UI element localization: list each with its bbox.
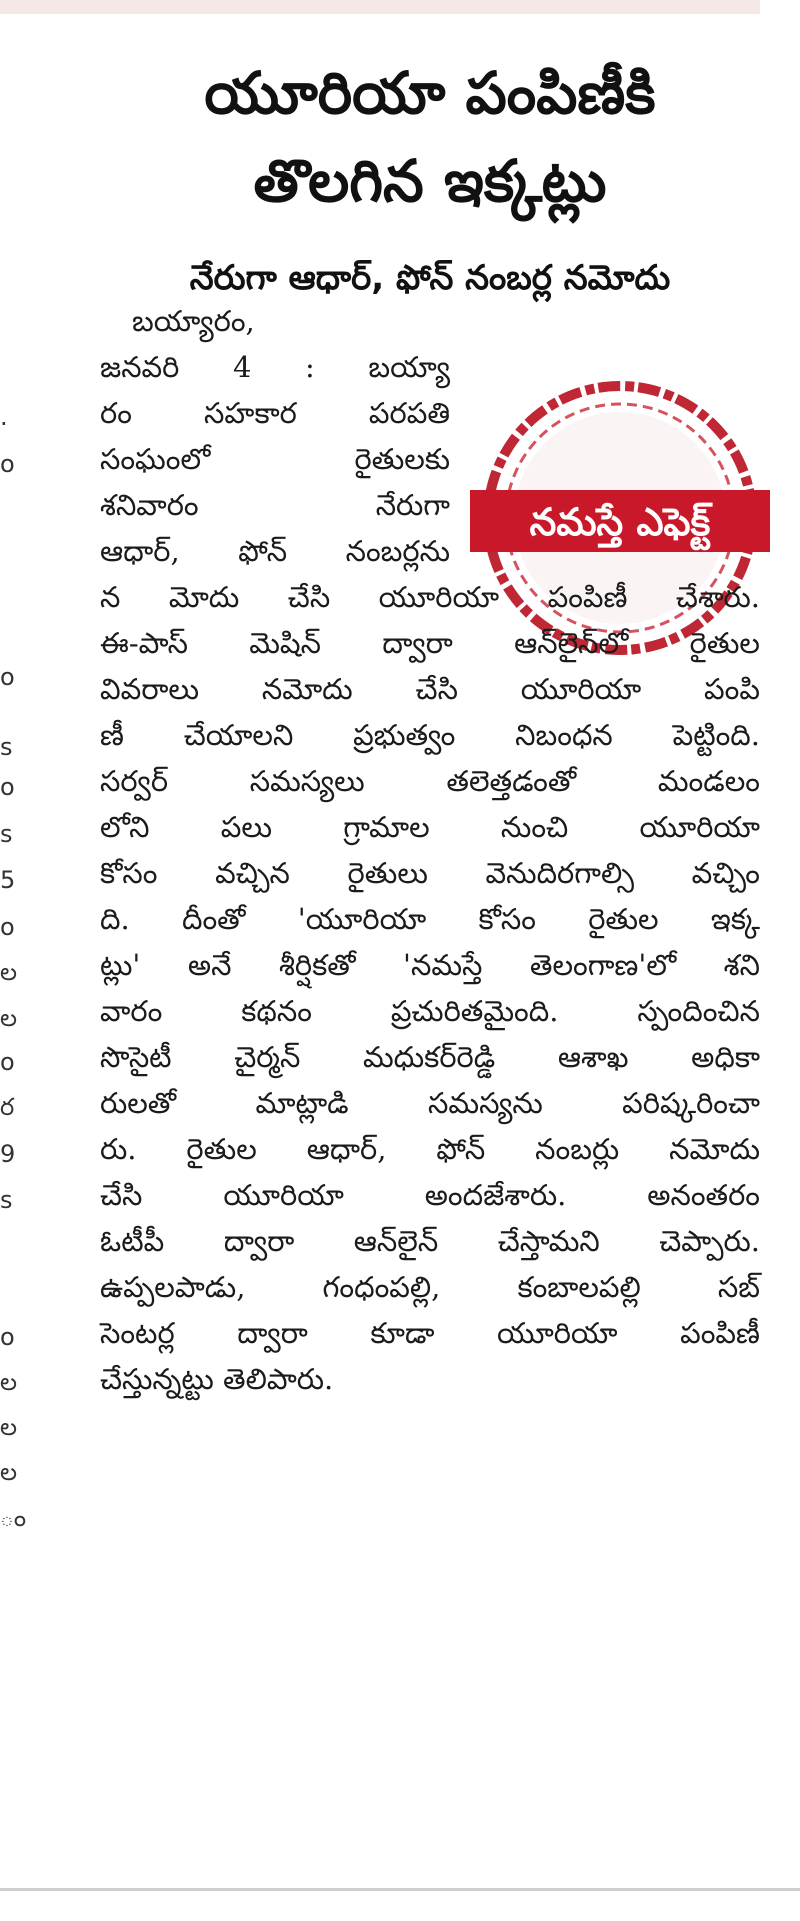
margin-fragment: o	[0, 1048, 15, 1076]
body-line: బయ్యారం,	[132, 304, 255, 338]
body-line: ణీ చేయాలని ప్రభుత్వం నిబంధన పెట్టింది.	[100, 718, 760, 752]
margin-fragment: s	[0, 820, 13, 848]
previous-article-band	[0, 0, 760, 14]
body-line: సంఘంలో రైతులకు	[100, 442, 450, 476]
body-line: ఉప్పలపాడు, గంధంపల్లి, కంబాలపల్లి సబ్	[100, 1270, 760, 1304]
body-line: చేస్తున్నట్టు తెలిపారు.	[100, 1362, 334, 1396]
margin-fragment: .	[0, 403, 8, 431]
margin-fragment: ల	[0, 1004, 18, 1032]
margin-fragment: 9	[0, 1140, 16, 1168]
headline-line-1: యూరియా పంపిణీకి	[204, 59, 656, 127]
body-line: సర్వర్ సమస్యలు తలెత్తడంతో మండలం	[100, 764, 760, 798]
margin-fragment: ల	[0, 958, 18, 986]
margin-fragment: o	[0, 773, 15, 801]
body-line: రు. రైతుల ఆధార్, ఫోన్ నంబర్లు నమోదు	[100, 1132, 760, 1166]
margin-fragment: ం	[0, 1504, 27, 1532]
margin-fragment: s	[0, 733, 13, 761]
margin-fragment: s	[0, 1186, 13, 1214]
margin-fragment: o	[0, 1323, 15, 1351]
body-line: కోసం వచ్చిన రైతులు వెనుదిరగాల్సి వచ్చిం	[100, 856, 760, 890]
margin-fragment: o	[0, 913, 15, 941]
body-line: ట్లు' అనే శీర్షికతో 'నమస్తే తెలంగాణ'లో శని	[100, 948, 760, 982]
body-line: వారం కథనం ప్రచురితమైంది. స్పందించిన	[100, 994, 760, 1028]
margin-fragment: o	[0, 450, 15, 478]
body-line: ఈ-పాస్ మెషిన్ ద్వారా ఆన్‌లైన్‌లో రైతుల	[100, 626, 760, 660]
body-line: లోని పలు గ్రామాల నుంచి యూరియా	[100, 810, 760, 844]
margin-fragment: ల	[0, 1458, 18, 1486]
stamp-label: నమస్తే ఎఫెక్ట్	[529, 500, 711, 544]
subheadline: నేరుగా ఆధార్, ఫోన్ నంబర్ల నమోదు	[189, 258, 671, 298]
headline-line-2: తొలగిన ఇక్కట్లు	[253, 147, 607, 215]
adjacent-column-fragment	[0, 60, 27, 1850]
body-line: ది. దీంతో 'యూరియా కోసం రైతుల ఇక్క	[100, 902, 760, 936]
body-line: రులతో మాట్లాడి సమస్యను పరిష్కరించా	[100, 1086, 760, 1120]
bottom-divider	[0, 1888, 800, 1891]
margin-fragment: 5	[0, 866, 16, 894]
body-line: జనవరి 4 : బయ్యా	[100, 350, 450, 384]
body-line: సెంటర్ల ద్వారా కూడా యూరియా పంపిణీ	[100, 1316, 760, 1350]
margin-fragment: ల	[0, 1413, 18, 1441]
margin-fragment: ల	[0, 1368, 18, 1396]
margin-fragment: o	[0, 663, 15, 691]
body-line: రం సహకార పరపతి	[100, 396, 450, 430]
body-line: చేసి యూరియా అందజేశారు. అనంతరం	[100, 1178, 760, 1212]
body-line: వివరాలు నమోదు చేసి యూరియా పంపి	[100, 672, 760, 706]
margin-fragment: ర	[0, 1093, 15, 1121]
body-line: ఓటీపీ ద్వారా ఆన్‌లైన్ చేస్తామని చెప్పారు.	[100, 1224, 760, 1258]
body-line: న మోదు చేసి యూరియా పంపిణీ చేశారు.	[100, 580, 760, 614]
body-line: ఆధార్, ఫోన్ నంబర్లను	[100, 534, 450, 568]
body-line: శనివారం నేరుగా	[100, 488, 450, 522]
body-line: సొసైటీ చైర్మన్ మధుకర్‌రెడ్డి ఆశాఖ అధికా	[100, 1040, 760, 1074]
